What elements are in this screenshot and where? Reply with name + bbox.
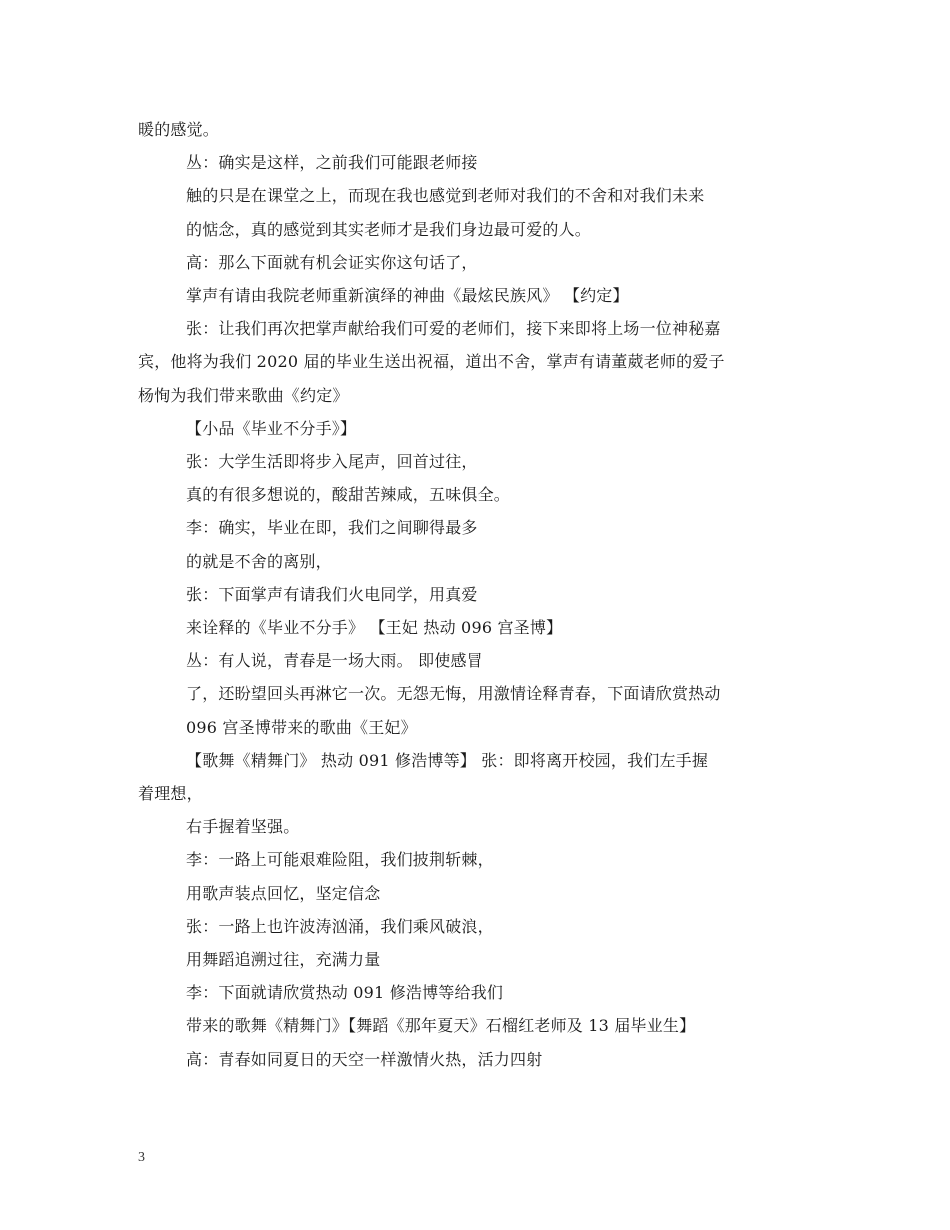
text-line: 张：一路上也许波涛汹涌，我们乘风破浪，	[186, 917, 494, 936]
text-line: 真的有很多想说的，酸甜苦辣咸，五味俱全。	[186, 485, 511, 504]
text-line: 【小品《毕业不分手》】	[186, 419, 357, 438]
text-line: 掌声有请由我院老师重新演绎的神曲《最炫民族风》 【约定】	[186, 286, 629, 305]
text-line: 高：那么下面就有机会证实你这句话了，	[186, 253, 478, 272]
page-number: 3	[138, 1150, 145, 1165]
text-line: 的就是不舍的离别，	[186, 552, 332, 571]
text-line: 宾，他将为我们 2020 届的毕业生送出祝福，道出不舍，掌声有请董葳老师的爱子	[138, 352, 725, 371]
text-line: 的惦念，真的感觉到其实老师才是我们身边最可爱的人。	[186, 220, 592, 239]
text-line: 丛：确实是这样，之前我们可能跟老师接	[186, 153, 478, 172]
text-line: 丛：有人说，青春是一场大雨。 即使感冒	[186, 651, 483, 670]
text-line: 张：让我们再次把掌声献给我们可爱的老师们，接下来即将上场一位神秘嘉	[186, 319, 721, 338]
text-line: 了，还盼望回头再淋它一次。无怨无悔，用激情诠释青春，下面请欣赏热动	[186, 684, 721, 703]
text-line: 杨恂为我们带来歌曲《约定》	[138, 386, 349, 405]
text-line: 李：一路上可能艰难险阻，我们披荆斩棘，	[186, 850, 494, 869]
text-line: 暖的感觉。	[138, 120, 220, 139]
text-line: 带来的歌舞《精舞门》【舞蹈《那年夏天》石榴红老师及 13 届毕业生】	[186, 1016, 696, 1035]
text-line: 用舞蹈追溯过往，充满力量	[186, 950, 381, 969]
text-line: 用歌声装点回忆，坚定信念	[186, 884, 381, 903]
text-line: 096 宫圣博带来的歌曲《王妃》	[186, 718, 417, 737]
text-line: 来诠释的《毕业不分手》 【王妃 热动 096 宫圣博】	[186, 618, 563, 637]
text-line: 张：下面掌声有请我们火电同学，用真爱	[186, 585, 478, 604]
text-line: 着理想，	[138, 784, 203, 803]
text-line: 李：确实，毕业在即，我们之间聊得最多	[186, 518, 478, 537]
text-line: 右手握着坚强。	[186, 817, 300, 836]
text-line: 高：青春如同夏日的天空一样激情火热，活力四射	[186, 1050, 543, 1069]
text-line: 张：大学生活即将步入尾声，回首过往，	[186, 452, 478, 471]
text-line: 李：下面就请欣赏热动 091 修浩博等给我们	[186, 983, 504, 1002]
text-line: 触的只是在课堂之上，而现在我也感觉到老师对我们的不舍和对我们未来	[186, 186, 705, 205]
text-line: 【歌舞《精舞门》 热动 091 修浩博等】 张：即将离开校园，我们左手握	[186, 751, 709, 770]
